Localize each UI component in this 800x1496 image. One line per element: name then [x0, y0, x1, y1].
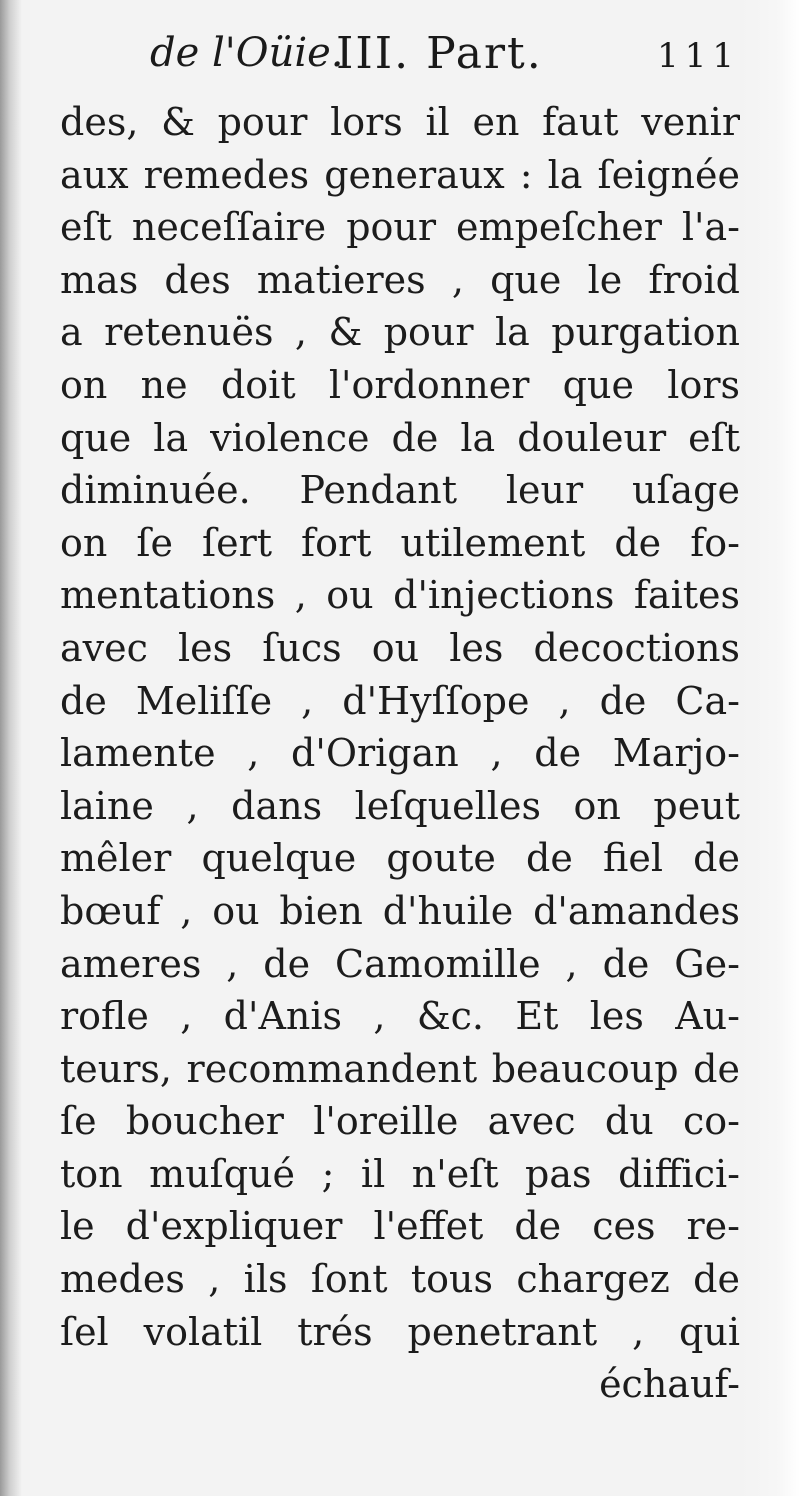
text-line: de Meliſſe , d'Hyſſope , de Ca- [60, 678, 740, 723]
text-line: mas des matieres , que le froid [60, 257, 740, 302]
text-line: a retenuës , & pour la purgation [60, 310, 740, 355]
text-line: lamente , d'Origan , de Marjo- [60, 731, 740, 776]
text-line: on ne doit l'ordonner que lors [60, 362, 740, 407]
text-line: ſel volatil trés penetrant , qui [60, 1309, 740, 1354]
text-line: ton muſqué ; il n'eſt pas diffici- [60, 1151, 740, 1196]
text-line: teurs, recommandent beaucoup de [60, 1046, 740, 1091]
body-text [60, 96, 740, 1411]
text-line: avec les ſucs ou les decoctions [60, 625, 740, 670]
text-line: laine , dans leſquelles on peut [60, 783, 740, 828]
text-line: mêler quelque goute de fiel de [60, 836, 740, 881]
text-line: on ſe ſert fort utilement de fo- [60, 520, 740, 565]
text-line: eſt neceſſaire pour empeſcher l'a- [60, 205, 740, 250]
text-line: diminuée. Pendant leur uſage [60, 468, 740, 513]
text-line: ameres , de Camomille , de Ge- [60, 941, 740, 986]
text-line: des, & pour lors il en faut venir [60, 100, 740, 144]
text-line: ſe boucher l'oreille avec du co- [60, 1099, 740, 1144]
page-edge-shadow [740, 0, 800, 1496]
running-title: de l'Oüie. [150, 30, 344, 76]
running-header [150, 22, 740, 92]
text-line: le d'expliquer l'effet de ces re- [60, 1204, 740, 1249]
text-line: mentations , ou d'injections faites [60, 573, 740, 618]
page-number: 111 [657, 36, 740, 76]
text-line: que la violence de la douleur eſt [60, 415, 740, 460]
text-line: aux remedes generaux : la ſeignée [60, 152, 740, 197]
catchword: échauf- [599, 1362, 740, 1407]
text-line: medes , ils ſont tous chargez de [60, 1257, 740, 1302]
text-line: bœuf , ou bien d'huile d'amandes [60, 888, 740, 933]
page-gutter-shadow [0, 0, 22, 1496]
text-line: rofle , d'Anis , &c. Et les Au- [60, 994, 740, 1039]
part-label: III. Part. [336, 28, 543, 79]
